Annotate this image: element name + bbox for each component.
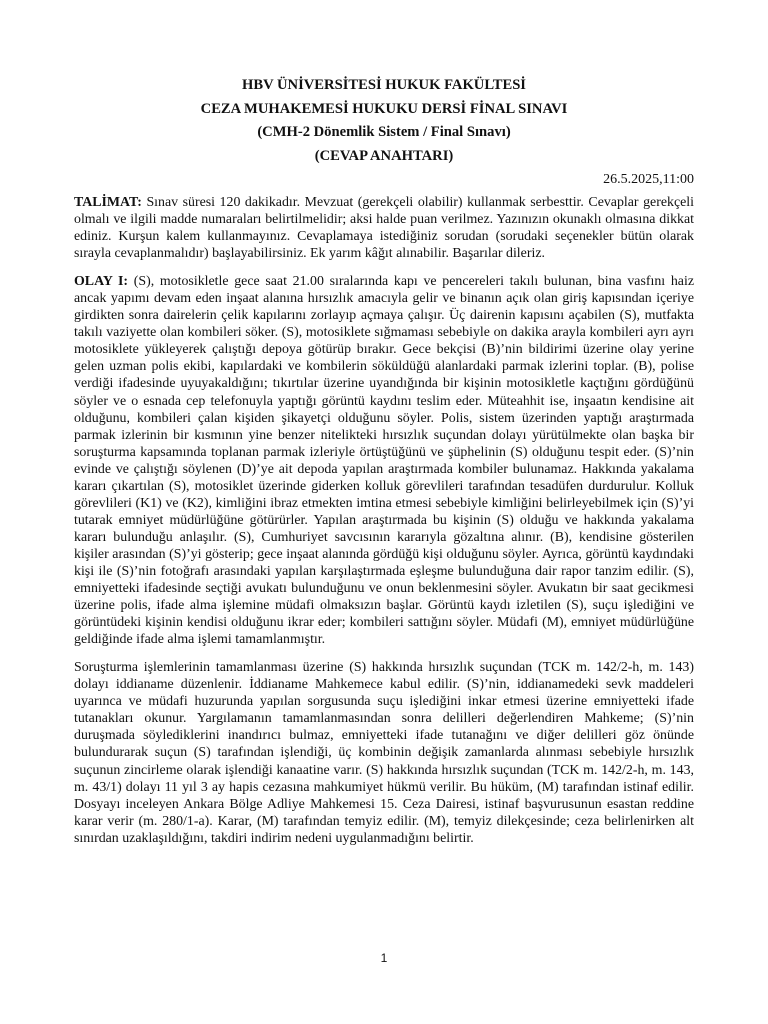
document-body bbox=[74, 194, 694, 858]
instructions-paragraph bbox=[74, 194, 694, 262]
university-title: HBV ÜNİVERSİTESİ HUKUK FAKÜLTESİ bbox=[242, 77, 526, 93]
case-paragraph bbox=[74, 273, 694, 648]
document-header bbox=[0, 74, 768, 168]
instructions-label: TALİMAT: bbox=[74, 195, 142, 210]
case-text: (S), motosikletle gece saat 21.00 sıralarında kapı ve pencereleri takılı bulunan, bina vasfını haiz ancak yapımı devam eden inşaat alanına hırsızlık amacıyla gelir ve binanın açık olan giriş kapısından içeriye girdikten sonra dairelerin çelik kapılarını zorlayıp açmaya çalışır. Üç dairenin kapısını açabilen (S), mutfakta takılı vaziyette olan kombileri söker. (S), motosiklete sığmaması sebebiyle on dakika arayla kombileri ayrı ayrı motosiklete yükleyerek çalıştığı depoya götürüp bırakır. Gece bekçisi (B)’nin bildirimi üzerine olay yerine gelen uzman polis ekibi, kapılardaki ve kombilerin söküldüğü alanlardaki parmak izlerini toplar. (B), polise verdiği ifadesinde uyuyakaldığını; tıkırtılar üzerine uyandığında bir kişinin motosikletle kaçtığını gördüğünü söyler ve o esnada cep telefonuyla yaptığı görüntü kaydını teslim eder. Müteahhit ise, inşaatın kendisine ait olduğunu, kombileri çalan kişiden şikayetçi olduğunu söyler. Polis, sistem üzerinden yaptığı araştırmada parmak izlerinin bir kısmının yine benzer nitelikteki hırsızlık suçundan dolayı yürütülmekte olan başka bir soruşturma kapsamında toplanan parmak izleriyle örtüştüğünü ve şüphelinin (S) olduğunu tespit eder. (S)’nin evinde ve çalıştığı söylenen (D)’ye ait depoda yapılan araştırmada kombiler bulunamaz. Hakkında yakalama kararı çıkartılan (S), motosiklet üzerinde giderken kolluk görevlileri tarafından tesadüfen durdurulur. Kolluk görevlileri (K1) ve (K2), kimliğini ibraz etmekten imtina etmesi sebebiyle kimliğini belirleyebilmek için (S)’yi tutarak emniyet müdürlüğüne götürürler. Yapılan araştırmada bu kişinin (S) olduğu ve hakkında yakalama kararı bulunduğu anlaşılır. (S), Cumhuriyet savcısının kararıyla gözaltına alınır. (B), kendisine gösterilen kişiler arasından (S)’yi gösterip; gece inşaat alanında gördüğü kişi olduğunu söyler. Ayrıca, görüntü kaydındaki kişi ile (S)’nin fotoğrafı arasındaki yapılan karşılaştırmada eşleşme bulunduğuna dair rapor tanzim edilir. (S), emniyetteki ifadesinde seçtiği avukatı bulunduğunu ve onun beklenmesini söyler. Avukatın bir saat gecikmesi üzerine polis, ifade alma işlemine müdafi olmaksızın başlar. Görüntü kaydı izletilen (S), suçu işlediğini ve görüntüdeki kişinin kendisi olduğunu ikrar eder; kombileri sattığını söyler. Müdafi (M), emniyet müdürlüğüne geldiğinde ifade alma işlemi tamamlanmıştır. bbox=[74, 274, 694, 648]
exam-subtitle: (CMH-2 Dönemlik Sistem / Final Sınavı) bbox=[257, 124, 511, 141]
answer-key-title: (CEVAP ANAHTARI) bbox=[314, 147, 454, 164]
exam-date: 26.5.2025,11:00 bbox=[603, 172, 694, 187]
procedure-paragraph: Soruşturma işlemlerinin tamamlanması üzerine (S) hakkında hırsızlık suçundan (TCK m. 142/2-h, m. 143) dolayı iddianame düzenlenir. İddianame Mahkemece kabul edilir. (S)’nin, iddianamedeki sevk maddeleri uyarınca ve müdafi huzurunda yapılan sorgusunda suçu işlediğini inkar etmesi üzerine emniyetteki ifade tutanakları okunur. Yargılamanın tamamlanmasından sonra delilleri değerlendiren Mahkeme; (S)’nin duruşmada söylediklerini inandırıcı bulmaz, emniyetteki ifade tutanağını ve diğer delilleri göz önünde bulundurarak suçun (S) tarafından işlendiği, üç kombinin değişik zamanlarda alınması sebebiyle hırsızlık suçunun zincirleme olarak işlendiği kanaatine varır. (S) hakkında hırsızlık suçundan (TCK m. 142/2-h, m. 143, m. 43/1) dolayı 11 yıl 3 ay hapis cezasına mahkumiyet hükmü verilir. Bu hüküm, (M) tarafından istinaf edilir. Dosyayı inceleyen Ankara Bölge Adliye Mahkemesi 15. Ceza Dairesi, istinaf başvurusunun esastan reddine karar verir (m. 280/1-a). Karar, (M) tarafından temyiz edilir. (M), temyiz dilekçesinde; ceza belirlenirken alt sınırdan uzaklaşıldığını, takdiri indirim nedeni uygulanmadığını belirtir. bbox=[74, 660, 694, 846]
instructions-text: Sınav süresi 120 dakikadır. Mevzuat (gerekçeli olabilir) kullanmak serbesttir. Cevaplar gerekçeli olmalı ve ilgili madde numaraları belirtilmelidir; aksi halde puan verilmez. Yazınızın okunaklı olmasına dikkat ediniz. Kurşun kalem kullanmayınız. Cevaplamaya istediğiniz sorudan (sorudaki seçenekler bütün olarak sırayla cevaplanmalıdır) başlayabilirsiniz. Ek yarım kâğıt alınabilir. Başarılar dileriz. bbox=[74, 195, 694, 262]
page-number: 1 bbox=[380, 951, 388, 965]
exam-title: CEZA MUHAKEMESİ HUKUKU DERSİ FİNAL SINAVI bbox=[200, 100, 568, 117]
case-label: OLAY I: bbox=[74, 274, 129, 290]
